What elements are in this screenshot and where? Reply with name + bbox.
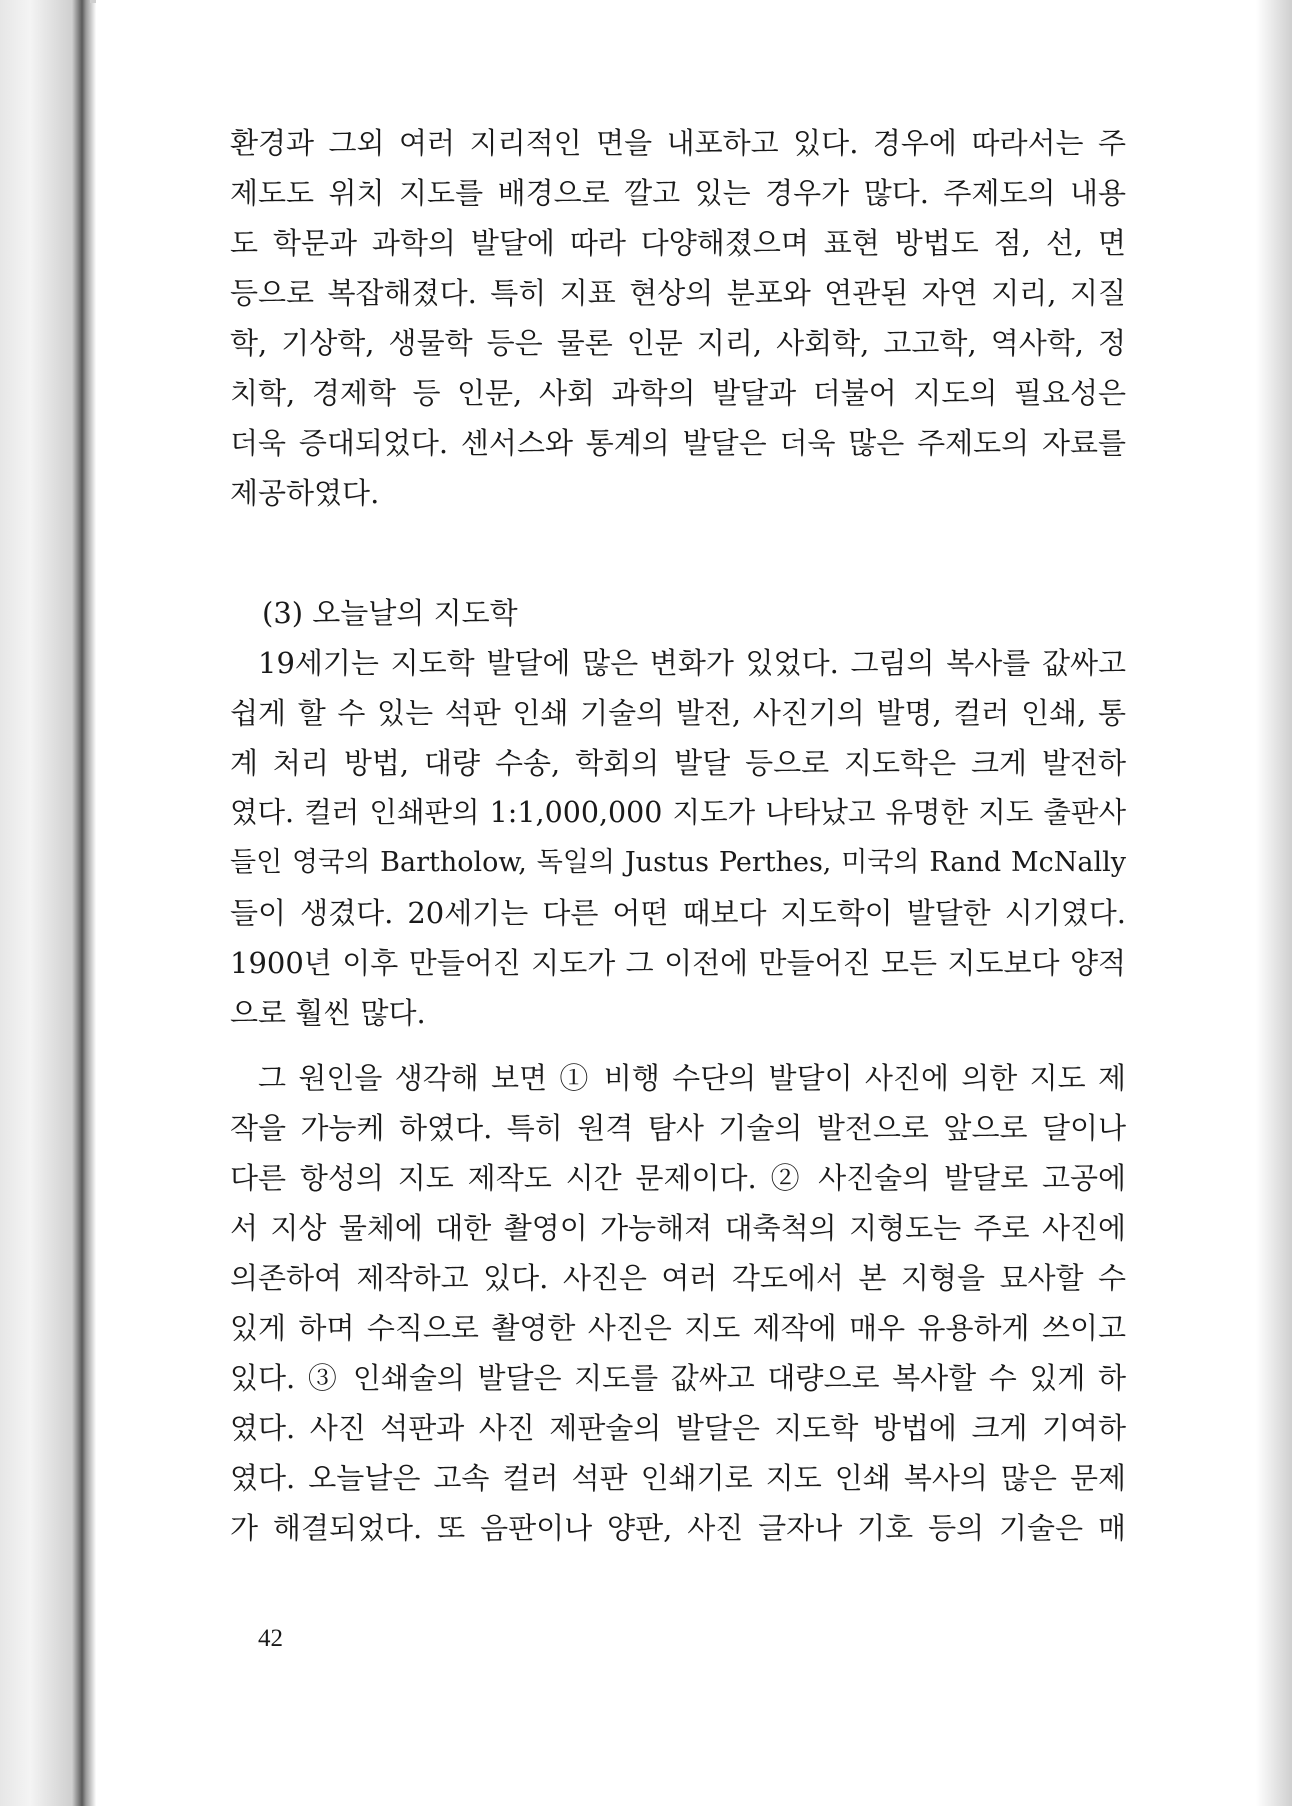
section-heading: (3) 오늘날의 지도학 xyxy=(262,596,518,630)
text-line: 있다. ③ 인쇄술의 발달은 지도를 값싸고 대량으로 복사할 수 있게 하 xyxy=(230,1361,1126,1395)
page-number: 42 xyxy=(258,1625,283,1652)
text-line: 으로 훨씬 많다. xyxy=(230,996,426,1030)
text-line: 계 처리 방법, 대량 수송, 학회의 발달 등으로 지도학은 크게 발전하 xyxy=(230,746,1126,780)
text-line: 19세기는 지도학 발달에 많은 변화가 있었다. 그림의 복사를 값싸고 xyxy=(258,646,1126,680)
text-line: 의존하여 제작하고 있다. 사진은 여러 각도에서 본 지형을 묘사할 수 xyxy=(230,1261,1126,1295)
text-line: 등으로 복잡해졌다. 특히 지표 현상의 분포와 연관된 자연 지리, 지질 xyxy=(230,276,1126,310)
page-right-edge xyxy=(1256,0,1292,1806)
text-line: 가 해결되었다. 또 음판이나 양판, 사진 글자나 기호 등의 기술은 매 xyxy=(230,1511,1126,1545)
paragraph-2 xyxy=(230,638,1126,1038)
paragraph-3 xyxy=(230,1053,1126,1553)
text-line: 그 원인을 생각해 보면 ① 비행 수단의 발달이 사진에 의한 지도 제 xyxy=(258,1061,1126,1095)
text-line: 1900년 이후 만들어진 지도가 그 이전에 만들어진 모든 지도보다 양적 xyxy=(230,946,1126,980)
text-line: 제공하였다. xyxy=(230,476,380,510)
text-line: 더욱 증대되었다. 센서스와 통계의 발달은 더욱 많은 주제도의 자료를 xyxy=(230,426,1126,460)
text-line: 서 지상 물체에 대한 촬영이 가능해져 대축척의 지형도는 주로 사진에 xyxy=(230,1211,1126,1245)
text-line: 환경과 그외 여러 지리적인 면을 내포하고 있다. 경우에 따라서는 주 xyxy=(230,126,1126,160)
text-line: 도 학문과 과학의 발달에 따라 다양해졌으며 표현 방법도 점, 선, 면 xyxy=(230,226,1126,260)
text-line: 있게 하며 수직으로 촬영한 사진은 지도 제작에 매우 유용하게 쓰이고 xyxy=(230,1311,1126,1345)
text-line: 학, 기상학, 생물학 등은 물론 인문 지리, 사회학, 고고학, 역사학, 정 xyxy=(230,326,1126,360)
text-line: 다른 항성의 지도 제작도 시간 문제이다. ② 사진술의 발달로 고공에 xyxy=(230,1161,1126,1195)
text-line: 쉽게 할 수 있는 석판 인쇄 기술의 발전, 사진기의 발명, 컬러 인쇄, 통 xyxy=(230,696,1126,730)
text-line: 제도도 위치 지도를 배경으로 깔고 있는 경우가 많다. 주제도의 내용 xyxy=(230,176,1126,210)
text-line: 들이 생겼다. 20세기는 다른 어떤 때보다 지도학이 발달한 시기였다. xyxy=(230,896,1126,930)
text-line: 들인 영국의 Bartholow, 독일의 Justus Perthes, 미국의 Rand McNally xyxy=(230,847,1126,878)
paragraph-1 xyxy=(230,118,1126,518)
book-binding-shadow xyxy=(0,0,96,1806)
text-line: 였다. 사진 석판과 사진 제판술의 발달은 지도학 방법에 크게 기여하 xyxy=(230,1411,1126,1445)
text-line: 치학, 경제학 등 인문, 사회 과학의 발달과 더불어 지도의 필요성은 xyxy=(230,376,1126,410)
text-line: 였다. 오늘날은 고속 컬러 석판 인쇄기로 지도 인쇄 복사의 많은 문제 xyxy=(230,1461,1126,1495)
text-line: 였다. 컬러 인쇄판의 1:1,000,000 지도가 나타났고 유명한 지도 출판사 xyxy=(230,796,1126,829)
text-line: 작을 가능케 하였다. 특히 원격 탐사 기술의 발전으로 앞으로 달이나 xyxy=(230,1111,1126,1145)
